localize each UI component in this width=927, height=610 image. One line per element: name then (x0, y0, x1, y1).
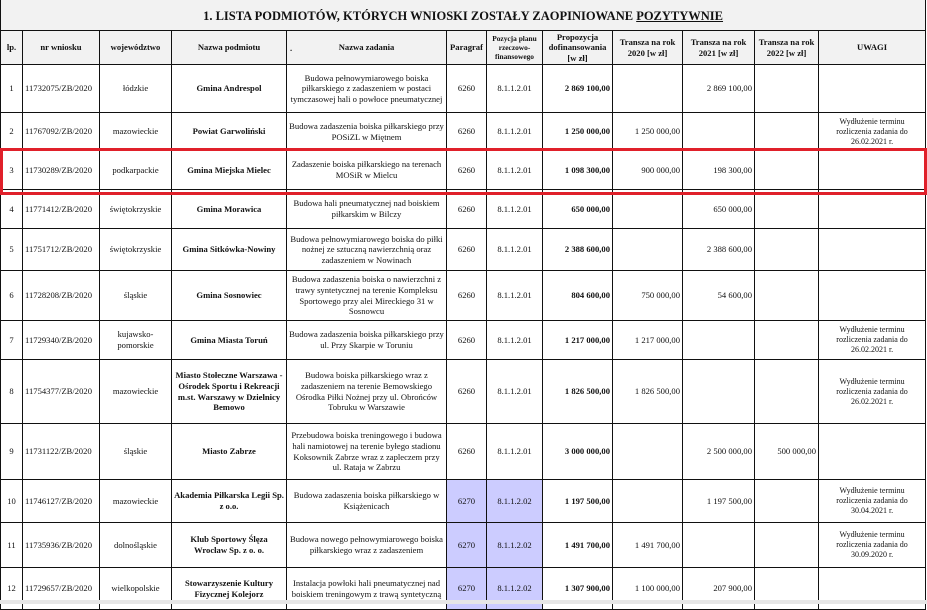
cell-podmiot: Stowarzyszenie Kultury Fizycznej Kolejorz (172, 568, 287, 610)
cell-lp: 7 (1, 321, 23, 360)
cell-uwagi: Wydłużenie terminu rozliczenia zadania do 26.02.2021 r. (819, 360, 926, 424)
cell-propozycja: 2 869 100,00 (543, 65, 613, 113)
cell-podmiot: Gmina Sitkówka-Nowiny (172, 229, 287, 271)
cell-t2021: 2 388 600,00 (683, 229, 755, 271)
col-paragraf: Paragraf (447, 31, 487, 65)
cell-t2021: 1 197 500,00 (683, 480, 755, 523)
cell-uwagi (819, 424, 926, 480)
col-pozycja: Pozycja planu rzeczowo-finansowego (487, 31, 543, 65)
cell-propozycja: 1 307 900,00 (543, 568, 613, 610)
cell-propozycja: 1 098 300,00 (543, 151, 613, 190)
cell-t2020: 1 217 000,00 (613, 321, 683, 360)
cell-woj: wielkopolskie (100, 568, 172, 610)
cell-pozycja: 8.1.1.2.01 (487, 151, 543, 190)
cell-podmiot: Miasto Stołeczne Warszawa - Ośrodek Sportu i Rekreacji m.st. Warszawy w Dzielnicy Bemowo (172, 360, 287, 424)
col-nazwa-podmiotu: Nazwa podmiotu (172, 31, 287, 65)
table-row (1, 480, 926, 523)
cell-pozycja: 8.1.1.2.01 (487, 424, 543, 480)
cell-t2021: 2 500 000,00 (683, 424, 755, 480)
cell-propozycja: 1 217 000,00 (543, 321, 613, 360)
cell-pozycja: 8.1.1.2.01 (487, 321, 543, 360)
cell-propozycja: 1 250 000,00 (543, 113, 613, 151)
cell-zadanie: Zadaszenie boiska piłkarskiego na terenach MOSiR w Mielcu (287, 151, 447, 190)
cell-t2022 (755, 321, 819, 360)
col-transza-2021: Transza na rok 2021 [w zł] (683, 31, 755, 65)
cell-uwagi (819, 271, 926, 321)
page-bottom-edge (0, 600, 927, 604)
cell-woj: mazowieckie (100, 480, 172, 523)
cell-propozycja: 3 000 000,00 (543, 424, 613, 480)
cell-t2020 (613, 65, 683, 113)
document-title (1, 0, 926, 31)
cell-uwagi: Wydłużenie terminu rozliczenia zadania do 30.09.2020 r. (819, 523, 926, 568)
cell-t2022: 500 000,00 (755, 424, 819, 480)
title-underlined: POZYTYWNIE (636, 8, 724, 23)
cell-nr: 11735936/ZB/2020 (23, 523, 100, 568)
cell-t2020: 1 826 500,00 (613, 360, 683, 424)
cell-zadanie: Budowa zadaszenia boiska piłkarskiego przy ul. Przy Skarpie w Toruniu (287, 321, 447, 360)
table-row (1, 360, 926, 424)
cell-propozycja: 650 000,00 (543, 190, 613, 229)
table-row (1, 271, 926, 321)
cell-woj: śląskie (100, 271, 172, 321)
cell-nr: 11729340/ZB/2020 (23, 321, 100, 360)
cell-woj: łódzkie (100, 65, 172, 113)
cell-t2021: 650 000,00 (683, 190, 755, 229)
col-lp: lp. (1, 31, 23, 65)
cell-t2021: 2 869 100,00 (683, 65, 755, 113)
cell-podmiot: Gmina Miejska Mielec (172, 151, 287, 190)
cell-propozycja: 1 491 700,00 (543, 523, 613, 568)
cell-paragraf: 6260 (447, 151, 487, 190)
col-uwagi: UWAGI (819, 31, 926, 65)
cell-t2022 (755, 523, 819, 568)
cell-paragraf: 6260 (447, 360, 487, 424)
cell-t2021 (683, 321, 755, 360)
cell-nr: 11728208/ZB/2020 (23, 271, 100, 321)
cell-t2020 (613, 190, 683, 229)
table-row (1, 523, 926, 568)
cell-uwagi: Wydłużenie terminu rozliczenia zadania do 26.02.2021 r. (819, 321, 926, 360)
cell-zadanie: Budowa pełnowymiarowego boiska do piłki nożnej ze sztuczną nawierzchnią oraz zadaszeniem w Nowinach (287, 229, 447, 271)
cell-paragraf: 6260 (447, 113, 487, 151)
col-dot: . (290, 43, 293, 53)
cell-lp: 3 (1, 151, 23, 190)
cell-pozycja: 8.1.1.2.02 (487, 480, 543, 523)
cell-propozycja: 2 388 600,00 (543, 229, 613, 271)
cell-t2022 (755, 65, 819, 113)
cell-woj: kujawsko-pomorskie (100, 321, 172, 360)
cell-zadanie: Instalacja powłoki hali pneumatycznej nad boiskiem treningowym z trawą syntetyczną (287, 568, 447, 610)
col-nazwa-zadania (287, 31, 447, 65)
cell-t2021: 198 300,00 (683, 151, 755, 190)
col-nazwa-zadania-label: Nazwa zadania (338, 42, 395, 53)
cell-lp: 9 (1, 424, 23, 480)
cell-propozycja: 1 826 500,00 (543, 360, 613, 424)
cell-t2021: 54 600,00 (683, 271, 755, 321)
cell-paragraf: 6260 (447, 229, 487, 271)
cell-t2020 (613, 424, 683, 480)
cell-t2021 (683, 113, 755, 151)
cell-t2022 (755, 190, 819, 229)
cell-t2020: 1 100 000,00 (613, 568, 683, 610)
cell-podmiot: Gmina Sosnowiec (172, 271, 287, 321)
cell-paragraf: 6270 (447, 523, 487, 568)
cell-propozycja: 1 197 500,00 (543, 480, 613, 523)
cell-t2020 (613, 480, 683, 523)
cell-woj: mazowieckie (100, 113, 172, 151)
cell-podmiot: Akademia Piłkarska Legii Sp. z o.o. (172, 480, 287, 523)
col-propozycja: Propozycja dofinansowania [w zł] (543, 31, 613, 65)
cell-zadanie: Budowa nowego pełnowymiarowego boiska piłkarskiego wraz z zadaszeniem (287, 523, 447, 568)
cell-uwagi: Wydłużenie terminu rozliczenia zadania do 30.04.2021 r. (819, 480, 926, 523)
cell-pozycja: 8.1.1.2.02 (487, 568, 543, 610)
cell-t2022 (755, 480, 819, 523)
cell-t2022 (755, 360, 819, 424)
cell-podmiot: Klub Sportowy Ślęza Wrocław Sp. z o. o. (172, 523, 287, 568)
cell-pozycja: 8.1.1.2.01 (487, 271, 543, 321)
cell-lp: 12 (1, 568, 23, 610)
cell-lp: 4 (1, 190, 23, 229)
cell-zadanie: Przebudowa boiska treningowego i budowa hali namiotowej na terenie byłego stadionu Koksownik Zabrze wraz z zapleczem przy ul. Rataja w Zabrzu (287, 424, 447, 480)
table-row (1, 321, 926, 360)
cell-pozycja: 8.1.1.2.01 (487, 113, 543, 151)
table-row (1, 424, 926, 480)
cell-lp: 6 (1, 271, 23, 321)
cell-lp: 2 (1, 113, 23, 151)
cell-woj: mazowieckie (100, 360, 172, 424)
table-row (1, 151, 926, 190)
cell-t2022 (755, 113, 819, 151)
table-row (1, 65, 926, 113)
col-nr-wniosku: nr wniosku (23, 31, 100, 65)
cell-zadanie: Budowa zadaszenia boiska piłkarskiego przy POSiZL w Miętnem (287, 113, 447, 151)
cell-nr: 11767092/ZB/2020 (23, 113, 100, 151)
cell-uwagi (819, 65, 926, 113)
cell-nr: 11729657/ZB/2020 (23, 568, 100, 610)
cell-pozycja: 8.1.1.2.01 (487, 360, 543, 424)
title-row (1, 0, 926, 31)
cell-podmiot: Gmina Morawica (172, 190, 287, 229)
cell-paragraf: 6260 (447, 424, 487, 480)
cell-paragraf: 6270 (447, 480, 487, 523)
cell-nr: 11771412/ZB/2020 (23, 190, 100, 229)
cell-woj: świętokrzyskie (100, 229, 172, 271)
title-text: 1. LISTA PODMIOTÓW, KTÓRYCH WNIOSKI ZOSTAŁY ZAOPINIOWANE (203, 8, 637, 23)
cell-lp: 11 (1, 523, 23, 568)
cell-t2020 (613, 229, 683, 271)
cell-pozycja: 8.1.1.2.01 (487, 229, 543, 271)
cell-zadanie: Budowa zadaszenia boiska piłkarskiego w Książenicach (287, 480, 447, 523)
cell-t2022 (755, 229, 819, 271)
col-transza-2022: Transza na rok 2022 [w zł] (755, 31, 819, 65)
cell-paragraf: 6260 (447, 321, 487, 360)
cell-nr: 11732075/ZB/2020 (23, 65, 100, 113)
cell-t2020: 750 000,00 (613, 271, 683, 321)
table-row (1, 229, 926, 271)
col-transza-2020: Transza na rok 2020 [w zł] (613, 31, 683, 65)
cell-woj: świętokrzyskie (100, 190, 172, 229)
cell-lp: 8 (1, 360, 23, 424)
cell-t2020: 900 000,00 (613, 151, 683, 190)
cell-t2021 (683, 523, 755, 568)
cell-podmiot: Gmina Andrespol (172, 65, 287, 113)
cell-woj: dolnośląskie (100, 523, 172, 568)
cell-t2020: 1 491 700,00 (613, 523, 683, 568)
cell-t2022 (755, 151, 819, 190)
cell-zadanie: Budowa hali pneumatycznej nad boiskiem piłkarskim w Bilczy (287, 190, 447, 229)
col-wojewodztwo: województwo (100, 31, 172, 65)
cell-nr: 11730289/ZB/2020 (23, 151, 100, 190)
cell-uwagi (819, 151, 926, 190)
cell-lp: 5 (1, 229, 23, 271)
cell-zadanie: Budowa zadaszenia boiska o nawierzchni z trawy syntetycznej na terenie Kompleksu Sportowego przy alei Mireckiego 31 w Sosnowcu (287, 271, 447, 321)
cell-t2022 (755, 271, 819, 321)
cell-uwagi (819, 190, 926, 229)
table-body (1, 65, 926, 610)
cell-nr: 11754377/ZB/2020 (23, 360, 100, 424)
cell-lp: 1 (1, 65, 23, 113)
header-row (1, 31, 926, 65)
cell-t2021: 207 900,00 (683, 568, 755, 610)
cell-pozycja: 8.1.1.2.02 (487, 523, 543, 568)
cell-pozycja: 8.1.1.2.01 (487, 65, 543, 113)
cell-podmiot: Miasto Zabrze (172, 424, 287, 480)
table-row (1, 190, 926, 229)
cell-uwagi: Wydłużenie terminu rozliczenia zadania do 26.02.2021 r. (819, 113, 926, 151)
cell-zadanie: Budowa pełnowymiarowego boiska piłkarskiego z zadaszeniem w postaci tymczasowej hali o powłoce pneumatycznej (287, 65, 447, 113)
cell-nr: 11746127/ZB/2020 (23, 480, 100, 523)
cell-nr: 11751712/ZB/2020 (23, 229, 100, 271)
cell-zadanie: Budowa boiska piłkarskiego wraz z zadaszeniem na terenie Bemowskiego Ośrodka Piłki Nożnej przy ul. Obrońców Tobruku w Warszawie (287, 360, 447, 424)
cell-paragraf: 6260 (447, 65, 487, 113)
table-row (1, 113, 926, 151)
cell-paragraf: 6270 (447, 568, 487, 610)
cell-lp: 10 (1, 480, 23, 523)
cell-pozycja: 8.1.1.2.01 (487, 190, 543, 229)
cell-t2020: 1 250 000,00 (613, 113, 683, 151)
cell-propozycja: 804 600,00 (543, 271, 613, 321)
cell-podmiot: Powiat Garwoliński (172, 113, 287, 151)
cell-podmiot: Gmina Miasta Toruń (172, 321, 287, 360)
cell-paragraf: 6260 (447, 190, 487, 229)
cell-uwagi (819, 229, 926, 271)
cell-woj: podkarpackie (100, 151, 172, 190)
cell-woj: śląskie (100, 424, 172, 480)
cell-t2021 (683, 360, 755, 424)
cell-nr: 11731122/ZB/2020 (23, 424, 100, 480)
cell-paragraf: 6260 (447, 271, 487, 321)
